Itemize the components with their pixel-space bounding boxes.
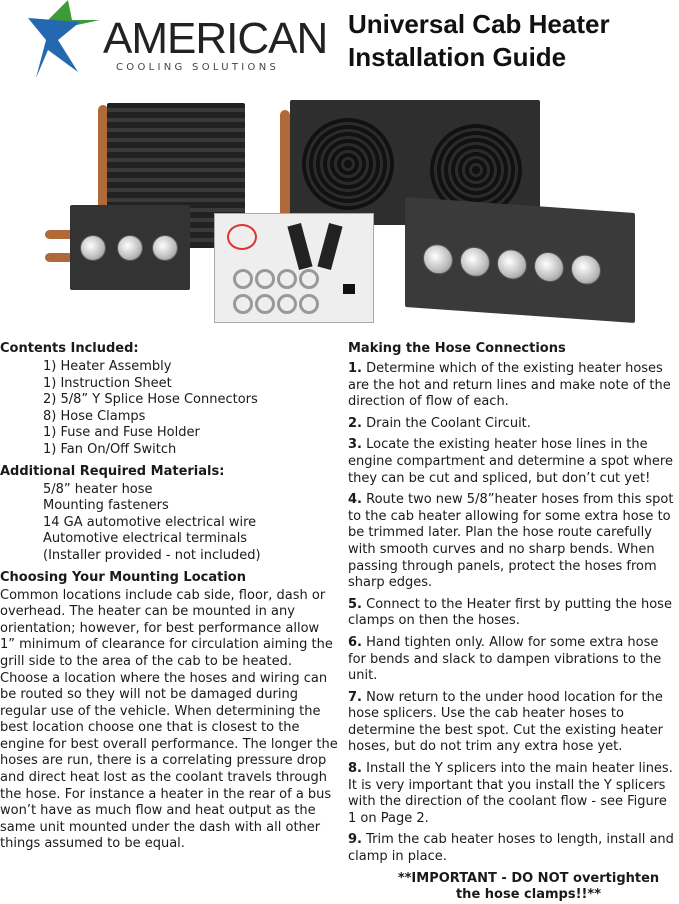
hose-clamp	[277, 269, 297, 289]
step-9	[348, 832, 679, 865]
step-number: 8.	[348, 761, 362, 777]
step-7	[348, 690, 679, 756]
vent-knob	[534, 251, 564, 283]
list-item: 1) Fuse and Fuse Holder	[43, 425, 200, 441]
step-number: 1.	[348, 361, 362, 376]
step-number: 4.	[348, 492, 362, 508]
step-text: Trim the cab heater hoses to length, install and clamp in place.	[348, 832, 674, 865]
list-item: 8) Hose Clamps	[43, 408, 146, 424]
list-item: 1) Fan On/Off Switch	[43, 441, 177, 457]
vent-knob	[80, 235, 106, 261]
hose-clamp	[277, 294, 297, 314]
vent-knob	[117, 235, 143, 261]
accessory-kit-image	[214, 213, 374, 323]
step-number: 7.	[348, 689, 362, 705]
hose-clamp	[255, 294, 275, 314]
y-splice-connector	[287, 223, 312, 270]
step-text: Locate the existing heater hose lines in the engine compartment and determine a spot where they can be cut and spliced, but don’t cut yet!	[348, 437, 673, 486]
materials-list	[0, 482, 338, 565]
list-item: 2) 5/8” Y Splice Hose Connectors	[43, 392, 258, 408]
mounting-heading: Choosing Your Mounting Location	[0, 569, 246, 585]
materials-heading: Additional Required Materials:	[0, 463, 225, 479]
hose-clamp	[299, 294, 319, 314]
vent-knob	[152, 235, 178, 261]
step-text: Drain the Coolant Circuit.	[366, 415, 531, 431]
step-text: Determine which of the existing heater hoses are the hot and return lines and make note of the direction of flow of each.	[348, 361, 671, 410]
list-item: Mounting fasteners	[43, 498, 169, 514]
step-text: Now return to the under hood location for the hose splicers. Use the cab heater hoses to determine the best spot. Cut the existing heater hoses, but do not trim any extra hose yet.	[348, 689, 664, 755]
list-item: (Installer provided - not included)	[43, 547, 261, 563]
logo-tagline: COOLING SOLUTIONS	[116, 62, 280, 73]
warning-line: **IMPORTANT - DO NOT overtighten	[397, 870, 660, 886]
list-item: 5/8” heater hose	[43, 481, 153, 497]
large-heater-unit	[405, 197, 635, 323]
left-column	[0, 340, 338, 853]
vent-knob	[497, 248, 527, 280]
step-number: 6.	[348, 634, 362, 650]
vent-knob	[423, 243, 453, 275]
step-number: 3.	[348, 437, 362, 453]
fuse-holder	[227, 224, 257, 250]
list-item: 1) Heater Assembly	[43, 359, 172, 374]
list-item: 1) Instruction Sheet	[43, 375, 172, 391]
important-warning	[348, 871, 679, 904]
step-4	[348, 492, 679, 592]
hose-clamp	[233, 269, 253, 289]
step-6	[348, 635, 679, 685]
small-heater-unit	[70, 205, 190, 290]
warning-line: the hose clamps!!**	[455, 887, 602, 903]
step-number: 9.	[348, 832, 362, 848]
product-photo	[40, 95, 640, 325]
contents-list	[0, 359, 338, 459]
hose-clamp	[299, 269, 319, 289]
step-text: Connect to the Heater first by putting the hose clamps on then the hoses.	[348, 596, 672, 629]
copper-pipe	[280, 110, 290, 220]
hose-clamp	[233, 294, 253, 314]
step-3	[348, 437, 679, 487]
right-column	[348, 340, 679, 904]
mounting-text: Common locations include cab side, floor, dash or overhead. The heater can be mounted in any orientation; however, for best performance allow 1” minimum of clearance for circulation aiming the grill side to the area of the cab to be heated. Choose a location where the hoses and wiring can be routed so they will not be damaged during regular use of the vehicle. When determining the best location choose one that is closest to the engine for best overall performance. The longer the hoses are run, there is a correlating pressure drop and direct heat lost as the coolant travels through the hose. For instance a heater in the rear of a bus won’t have as much flow and heat output as the same unit mounted under the dash with all other things assumed to be equal.	[0, 587, 338, 852]
on-off-switch	[343, 284, 355, 294]
step-number: 2.	[348, 415, 362, 431]
star-logo-icon	[18, 0, 108, 80]
fan-icon	[302, 118, 394, 210]
company-logo	[18, 0, 328, 80]
step-8	[348, 761, 679, 827]
step-text: Route two new 5/8”heater hoses from this spot to the cab heater allowing for some extra hose to be trimmed later. Plan the hose route carefully with smooth curves and no sharp bends. When passing through panels, protect the hoses from sharp edges.	[348, 492, 674, 591]
hose-clamp	[255, 269, 275, 289]
list-item: Automotive electrical terminals	[43, 531, 248, 547]
logo-wordmark: AMERICAN	[103, 14, 328, 63]
step-2	[348, 416, 679, 433]
contents-heading: Contents Included:	[0, 341, 139, 356]
hose-heading: Making the Hose Connections	[348, 341, 566, 356]
title-line: Universal Cab Heater	[348, 9, 610, 39]
step-5	[348, 597, 679, 630]
vent-knob	[571, 254, 601, 286]
title-line: Installation Guide	[348, 42, 567, 72]
step-text: Hand tighten only. Allow for some extra hose for bends and slack to dampen vibrations to the unit.	[348, 634, 662, 684]
step-1	[348, 361, 679, 411]
step-text: Install the Y splicers into the main heater lines. It is very important that you install the Y splicers with the direction of the coolant flow - see Figure 1 on Page 2.	[348, 761, 673, 826]
page-title	[348, 8, 610, 74]
step-number: 5.	[348, 596, 362, 612]
list-item: 14 GA automotive electrical wire	[43, 514, 257, 530]
y-splice-connector	[317, 223, 342, 270]
vent-knob	[460, 246, 490, 278]
